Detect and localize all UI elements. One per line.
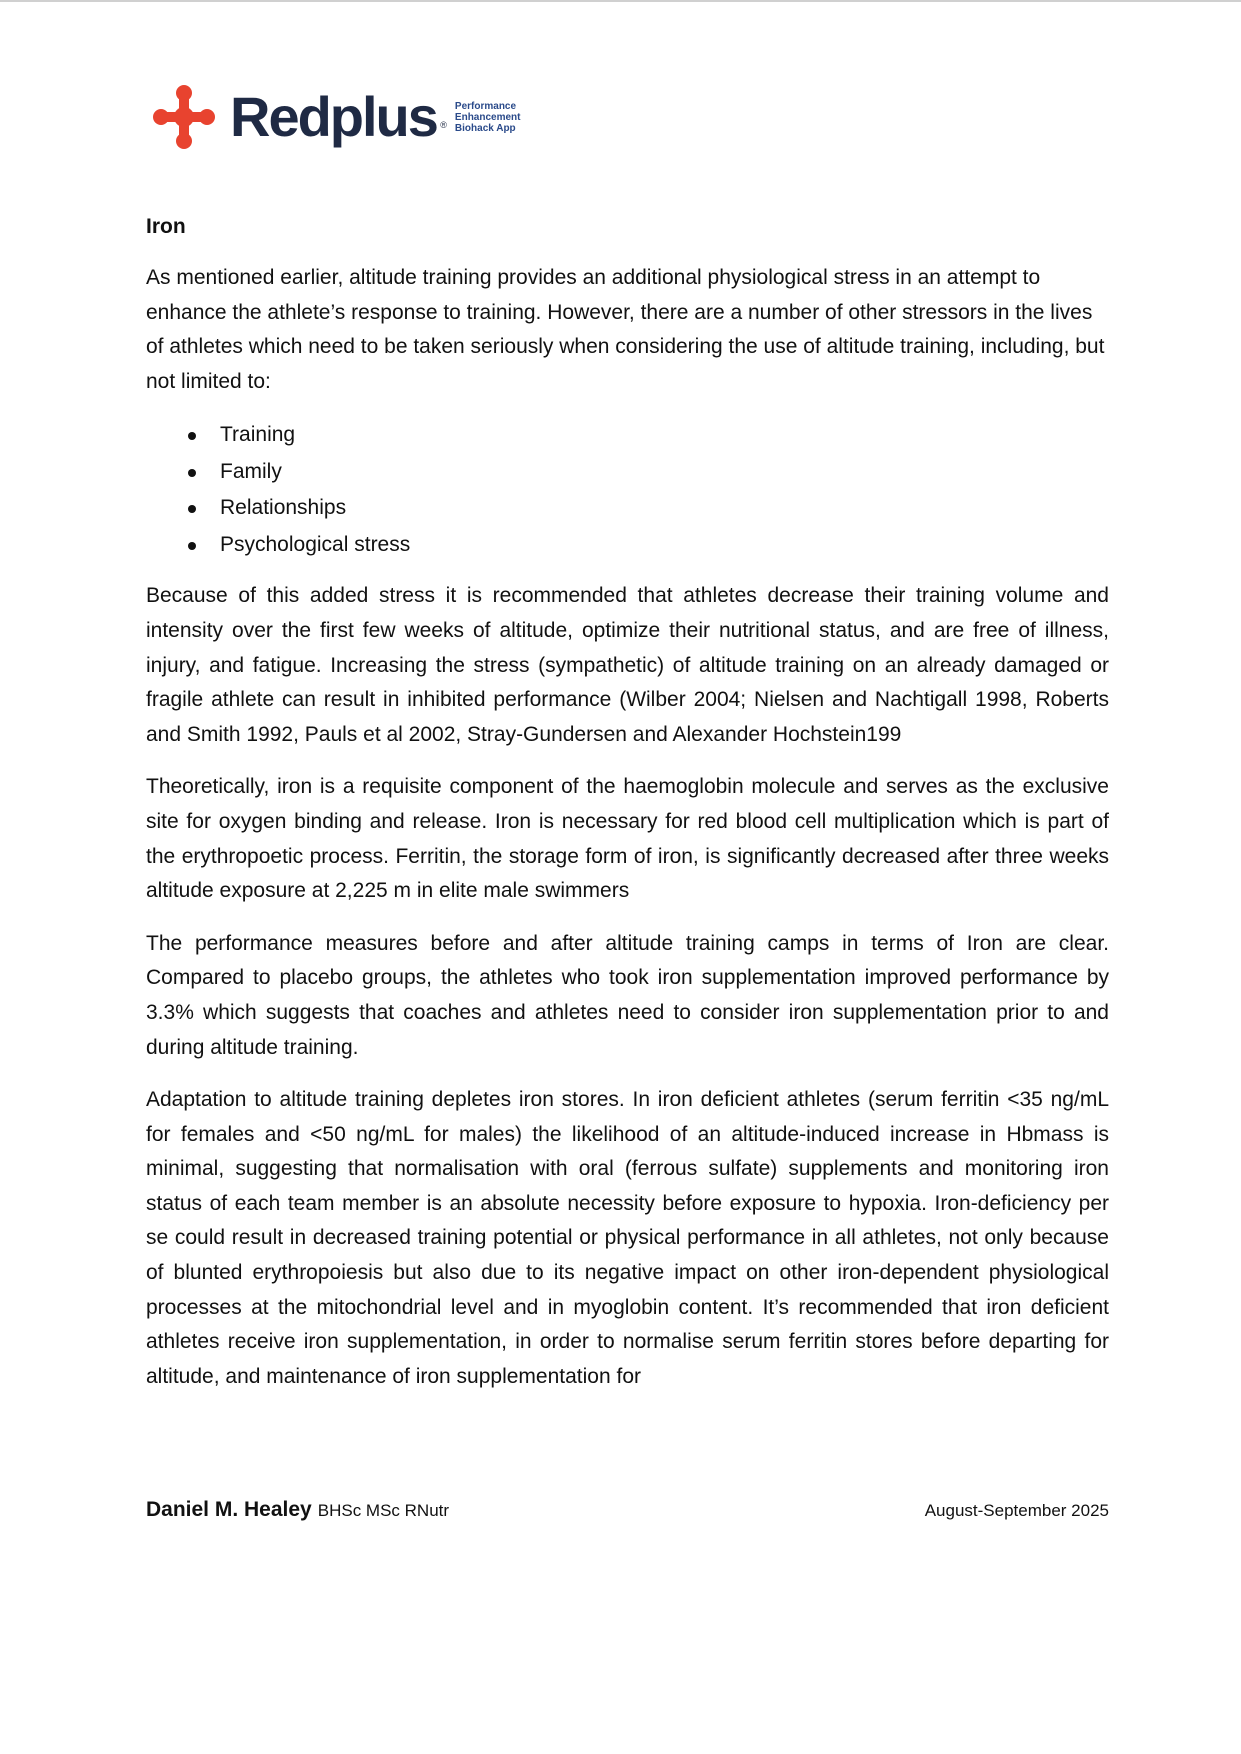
footer-author-block bbox=[146, 1498, 449, 1522]
list-item-label: Relationships bbox=[220, 496, 347, 520]
list-item-label: Training bbox=[220, 423, 296, 447]
bullet-icon bbox=[188, 432, 196, 440]
bullet-icon bbox=[188, 505, 196, 513]
document-body bbox=[146, 210, 1109, 1412]
brand-tagline bbox=[455, 101, 521, 134]
redplus-wordmark bbox=[230, 84, 447, 150]
tagline-line: Biohack App bbox=[454, 122, 516, 134]
redplus-plus-mark-icon bbox=[152, 84, 216, 150]
performance-paragraph: The performance measures before and after altitude training camps in terms of Iron are clear. Compared to placebo groups, the athletes who took iron supplementation improved performance by 3.3% which suggests that coaches and athletes need to consider iron supplementation prior to and during altitude training. bbox=[146, 931, 1109, 1059]
list-item bbox=[146, 490, 1109, 527]
tagline-line: Enhancement bbox=[454, 111, 521, 123]
publication-date: August-September 2025 bbox=[924, 1501, 1109, 1520]
brand-name: Redplus bbox=[230, 85, 437, 148]
registered-mark: ® bbox=[440, 120, 447, 130]
stressors-list bbox=[146, 417, 1109, 563]
list-item bbox=[146, 527, 1109, 564]
bullet-icon bbox=[188, 469, 196, 477]
intro-paragraph: As mentioned earlier, altitude training provides an additional physiological stress in an attempt to enhance the athlete’s response to training. However, there are a number of other stressors in the lives of athletes which need to be taken seriously when considering the use of altitude training, including, but not limited to: bbox=[146, 266, 1105, 393]
tagline-line: Performance bbox=[454, 100, 517, 112]
bullet-icon bbox=[188, 542, 196, 550]
page-footer bbox=[146, 1498, 1109, 1522]
list-item-label: Family bbox=[220, 459, 282, 483]
author-name: Daniel M. Healey bbox=[146, 1498, 312, 1521]
list-item bbox=[146, 417, 1109, 454]
page-top-rule bbox=[0, 0, 1241, 2]
section-heading: Iron bbox=[146, 215, 186, 238]
list-item-label: Psychological stress bbox=[220, 532, 411, 556]
adaptation-paragraph: Adaptation to altitude training depletes iron stores. In iron deficient athletes (serum ferritin <35 ng/mL for females and <50 ng/mL for males) the likelihood of an altitude-induced increase in Hbmass is minimal, suggesting that normalisation with oral (ferrous sulfate) supplements and monitoring iron status of each team member is an absolute necessity before exposure to hypoxia. Iron-deficiency per se could result in decreased training potential or physical performance in all athletes, not only because of blunted erythropoiesis but also due to its negative impact on other iron-dependent physiological processes at the mitochondrial level and in myoglobin content. It’s recommended that iron deficient athletes receive iron supplementation, in order to normalise serum ferritin stores before departing for altitude, and maintenance of iron supplementation for bbox=[146, 1088, 1109, 1388]
author-credentials: BHSc MSc RNutr bbox=[317, 1501, 450, 1520]
redplus-logo bbox=[152, 84, 521, 150]
theory-paragraph: Theoretically, iron is a requisite component of the haemoglobin molecule and serves as the exclusive site for oxygen binding and release. Iron is necessary for red blood cell multiplication which is part of the erythropoetic process. Ferritin, the storage form of iron, is significantly decreased after three weeks altitude exposure at 2,225 m in elite male swimmers bbox=[146, 775, 1109, 903]
list-item bbox=[146, 454, 1109, 491]
stress-paragraph: Because of this added stress it is recommended that athletes decrease their training volume and intensity over the first few weeks of altitude, optimize their nutritional status, and are free of illness, injury, and fatigue. Increasing the stress (sympathetic) of altitude training on an already damaged or fragile athlete can result in inhibited performance (Wilber 2004; Nielsen and Nachtigall 1998, Roberts and Smith 1992, Pauls et al 2002, Stray-Gundersen and Alexander Hochstein199 bbox=[146, 584, 1109, 746]
